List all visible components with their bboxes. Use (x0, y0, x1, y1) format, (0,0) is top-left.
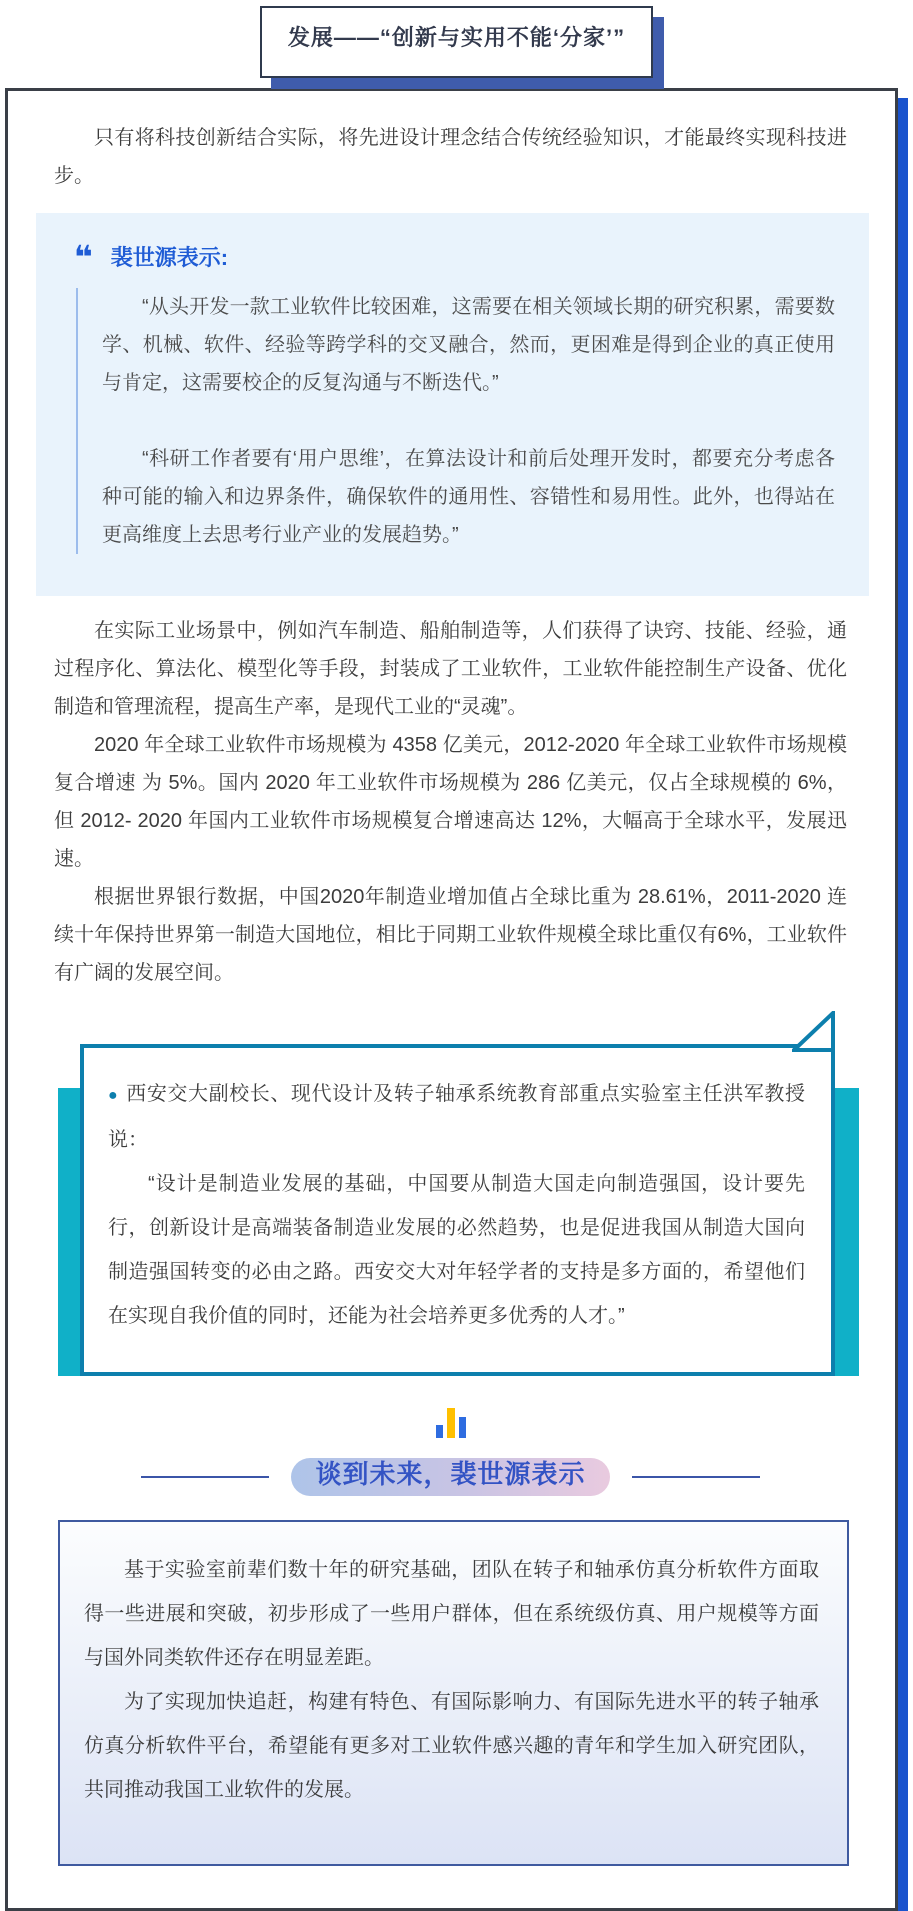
future-paragraph: 为了实现加快追赶，构建有特色、有国际影响力、有国际先进水平的转子轴承仿真分析软件平台，希望能有更多对工业软件感兴趣的青年和学生加入研究团队，共同推动我国工业软件的发展。 (84, 1691, 819, 1801)
body-paragraph: 根据世界银行数据，中国2020年制造业增加值占全球比重为 28.61%，2011-2020 连续十年保持世界第一制造大国地位，相比于同期工业软件规模全球比重仅有6%，工业软件有广阔的发展空间。 (54, 886, 847, 984)
quote-header (62, 237, 835, 276)
title-banner-row (0, 0, 913, 78)
professor-callout (58, 1044, 859, 1376)
quote-body (76, 288, 835, 554)
attribution-text: 西安交大副校长、现代设计及转子轴承系统教育部重点实验室主任洪军教授说： (108, 1083, 805, 1151)
callout-box (80, 1044, 835, 1376)
intro-paragraph: 只有将科技创新结合实际，将先进设计理念结合传统经验知识，才能最终实现科技进步。 (54, 127, 847, 187)
bullet-icon: ● (108, 1087, 119, 1104)
header-pill (291, 1458, 609, 1496)
header-left-line (141, 1476, 269, 1478)
corner-flag-icon (792, 1011, 835, 1052)
future-outlook-box (58, 1520, 849, 1866)
speaker-label: 裴世源表示: (110, 245, 229, 270)
quote-paragraph: “科研工作者要有‘用户思维’，在算法设计和前后处理开发时，都要充分考虑各种可能的输入和边界条件，确保软件的通用性、容错性和易用性。此外，也得站在更高维度上去思考行业产业的发展趋势。” (102, 448, 835, 546)
future-section-header-row (28, 1458, 873, 1496)
body-paragraphs (28, 612, 873, 992)
bar-chart-bar-yellow-tall (447, 1408, 455, 1438)
callout-attribution (108, 1072, 805, 1162)
quotation-mark-icon: ❝ (74, 237, 93, 276)
bar-chart-divider-icon (28, 1406, 873, 1438)
speaker-quote-block (36, 213, 869, 596)
body-paragraph: 在实际工业场景中，例如汽车制造、船舶制造等，人们获得了诀窍、技能、经验，通过程序化、算法化、模型化等手段，封装成了工业软件，工业软件能控制生产设备、优化制造和管理流程，提高生产率，是现代工业的“灵魂”。 (54, 620, 847, 718)
quote-paragraph: “从头开发一款工业软件比较困难，这需要在相关领域长期的研究积累，需要数学、机械、软件、经验等跨学科的交叉融合，然而，更困难是得到企业的真正使用与肯定，这需要校企的反复沟通与不断迭代。” (102, 296, 835, 394)
body-paragraph: 2020 年全球工业软件市场规模为 4358 亿美元，2012-2020 年全球工业软件市场规模复合增速 为 5%。国内 2020 年工业软件市场规模为 286 亿美元，仅占全球规模的 6%，但 2012- 2020 年国内工业软件市场规模复合增速高达 12%，大幅高于全球水平，发展迅速。 (54, 734, 847, 870)
article-container (5, 88, 898, 1911)
section-header-text: 谈到未来，裴世源表示 (315, 1459, 586, 1489)
header-right-line (632, 1476, 760, 1478)
page-title: 发展——“创新与实用不能‘分家’” (260, 6, 653, 78)
bar-chart-bar-blue-short (436, 1425, 443, 1438)
future-paragraph: 基于实验室前辈们数十年的研究基础，团队在转子和轴承仿真分析软件方面取得一些进展和突破，初步形成了一些用户群体，但在系统级仿真、用户规模等方面与国外同类软件还存在明显差距。 (84, 1559, 819, 1669)
bar-chart-bar-blue-medium (459, 1417, 466, 1438)
callout-quote: “设计是制造业发展的基础，中国要从制造大国走向制造强国，设计要先行，创新设计是高端装备制造业发展的必然趋势，也是促进我国从制造大国向制造强国转变的必由之路。西安交大对年轻学者的支持是多方面的，希望他们在实现自我价值的同时，还能为社会培养更多优秀的人才。” (108, 1173, 805, 1327)
